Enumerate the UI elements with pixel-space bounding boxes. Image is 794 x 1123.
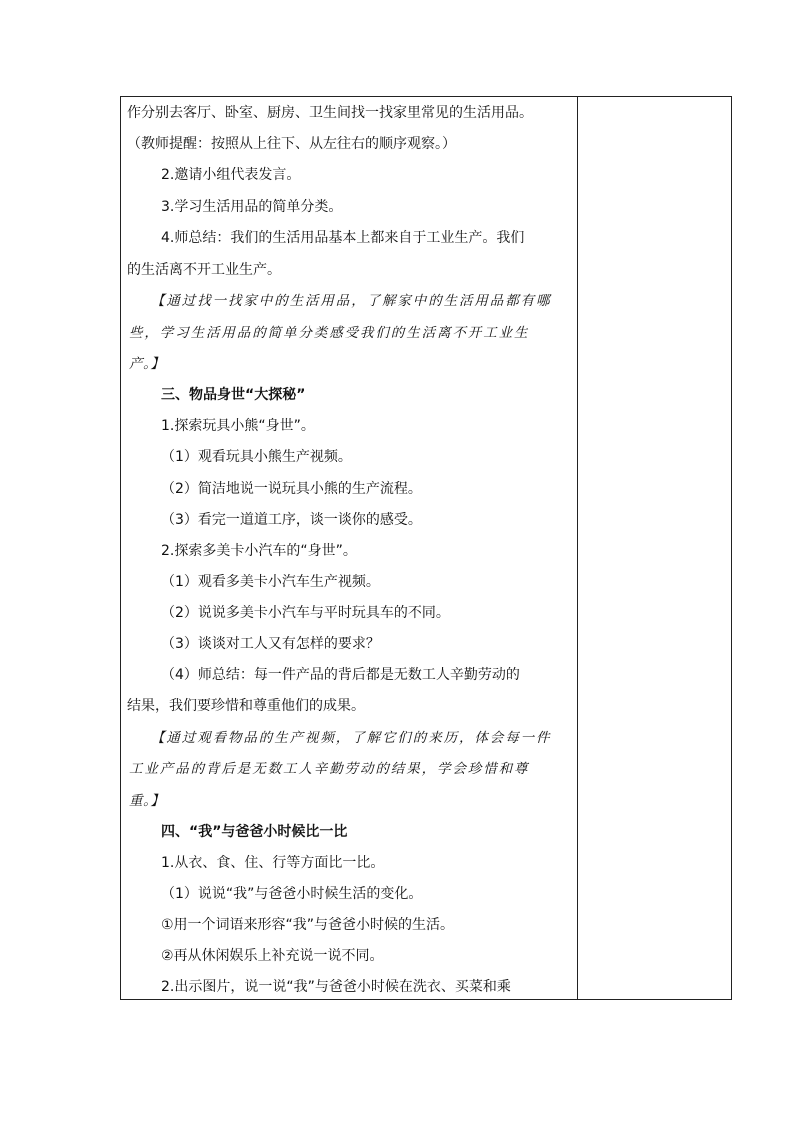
text-line: 1.从衣、食、住、行等方面比一比。 bbox=[161, 855, 385, 871]
comment-line: 重。】 bbox=[129, 793, 165, 809]
text-line: （1）观看多美卡小汽车生产视频。 bbox=[161, 574, 380, 590]
text-line: （3）谈谈对工人又有怎样的要求？ bbox=[161, 636, 380, 652]
text-line: ②再从休闲娱乐上补充说一说不同。 bbox=[161, 948, 384, 964]
text-line: 的生活离不开工业生产。 bbox=[127, 262, 281, 278]
text-line: （2）简洁地说一说玩具小熊的生产流程。 bbox=[161, 481, 422, 497]
text-line: 4.师总结：我们的生活用品基本上都来自于工业生产。我们 bbox=[161, 230, 525, 246]
text-line: （4）师总结：每一件产品的背后都是无数工人辛勤劳动的 bbox=[161, 667, 520, 683]
text-line: 1.探索玩具小熊“身世”。 bbox=[161, 418, 315, 434]
comment-line: 【通过观看物品的生产视频，了解它们的来历，体会每一件 bbox=[151, 730, 552, 746]
section-heading: 四、“我”与爸爸小时候比一比 bbox=[161, 824, 348, 840]
text-line: 3.学习生活用品的简单分类。 bbox=[161, 199, 343, 215]
process-column bbox=[121, 97, 577, 999]
text-line: 2.出示图片，说一说“我”与爸爸小时候在洗衣、买菜和乘 bbox=[161, 979, 511, 995]
comment-line: 工业产品的背后是无数工人辛勤劳动的结果，学会珍惜和尊 bbox=[129, 761, 530, 777]
comment-line: 些，学习生活用品的简单分类感受我们的生活离不开工业生 bbox=[129, 325, 530, 341]
lesson-plan-table bbox=[120, 96, 732, 1000]
section-heading: 三、物品身世“大探秘” bbox=[161, 387, 306, 403]
text-line: 2.邀请小组代表发言。 bbox=[161, 167, 301, 183]
text-line: （1）观看玩具小熊生产视频。 bbox=[161, 449, 352, 465]
comment-line: 【通过找一找家中的生活用品，了解家中的生活用品都有哪 bbox=[151, 293, 552, 309]
text-line: 结果，我们要珍惜和尊重他们的成果。 bbox=[127, 698, 365, 714]
text-line: （3）看完一道道工序，谈一谈你的感受。 bbox=[161, 512, 422, 528]
text-line: （1）说说“我”与爸爸小时候生活的变化。 bbox=[161, 886, 423, 902]
text-line: （教师提醒：按照从上往下、从左往右的顺序观察。） bbox=[127, 136, 456, 152]
text-line: 作分别去客厅、卧室、厨房、卫生间找一找家里常见的生活用品。 bbox=[127, 105, 533, 121]
text-line: 2.探索多美卡小汽车的“身世”。 bbox=[161, 543, 357, 559]
notes-column bbox=[578, 97, 731, 999]
comment-line: 产。】 bbox=[129, 356, 165, 372]
text-line: ①用一个词语来形容“我”与爸爸小时候的生活。 bbox=[161, 917, 455, 933]
text-line: （2）说说多美卡小汽车与平时玩具车的不同。 bbox=[161, 605, 450, 621]
